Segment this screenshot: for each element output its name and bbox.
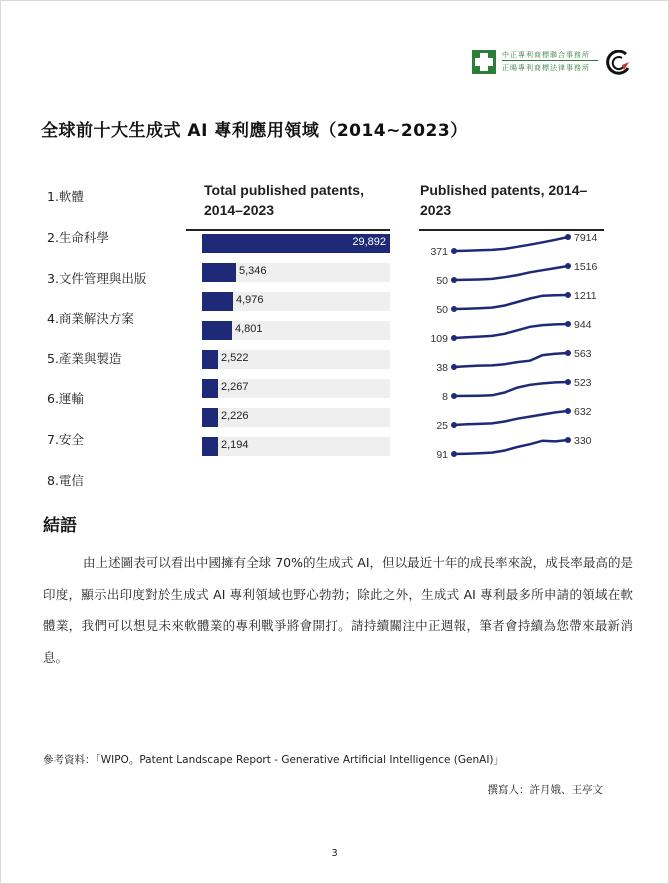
sparkline-endpoint — [565, 437, 571, 443]
category-label: 2.生命科學 — [47, 230, 109, 245]
conclusion-paragraph: 由上述圖表可以看出中國擁有全球 70%的生成式 AI，但以最近十年的成長率來說，成長率最高的是印度，顯示出印度對於生成式 AI 專利領域也野心勃勃；除此之外，生成式 AI 專利最多所申請的領域在軟體業，我們可以想見未來軟體業的專利戰爭將會開打。請持續關注中正週報，筆者會持續為您帶來最新消息。 — [43, 555, 633, 665]
bar-chart-header — [204, 180, 364, 220]
bar-value-label: 29,892 — [352, 236, 386, 248]
bar-value-label: 4,801 — [235, 323, 263, 335]
bar-header-line-1: Total published patents, — [204, 182, 364, 198]
sparkline-endpoint — [565, 379, 571, 385]
sparkline-endpoint — [451, 248, 457, 254]
sparkline-start-label: 25 — [436, 420, 448, 432]
bar-value-label: 4,976 — [236, 294, 264, 306]
sparkline-endpoint — [451, 393, 457, 399]
sparkline-end-label: 944 — [574, 319, 592, 331]
sparkline — [454, 411, 568, 425]
sparkline-end-label: 330 — [574, 435, 592, 447]
sparkline-endpoint — [451, 277, 457, 283]
sparkline — [454, 324, 568, 338]
sparkline — [454, 440, 568, 454]
bar-track — [202, 408, 390, 427]
bar-track — [202, 350, 390, 369]
sparkline-endpoint — [565, 350, 571, 356]
bar-track — [202, 437, 390, 456]
logo-firm-name-2: 正暘專利商標法律事務所 — [502, 64, 590, 72]
category-label: 1.軟體 — [47, 189, 84, 204]
sparkline-endpoint — [451, 364, 457, 370]
spark-header-line-1: Published patents, 2014– — [420, 182, 588, 198]
logo-divider — [502, 60, 598, 61]
reference-note: 參考資料：「WIPO。Patent Landscape Report - Generative Artificial Intelligence (GenAI)」 — [43, 754, 505, 766]
sparkline-start-label: 371 — [430, 246, 448, 258]
sparkline-endpoint — [451, 306, 457, 312]
firm-logo — [472, 50, 632, 76]
bar — [202, 437, 218, 456]
sparkline — [454, 295, 568, 309]
author-credit: 撰寫人：許月娥、王亭文 — [487, 784, 603, 796]
bar — [202, 292, 233, 311]
sparkline-chart — [420, 228, 610, 468]
bar-track — [202, 321, 390, 340]
sparkline-endpoint — [565, 408, 571, 414]
logo-firm-name-1: 中正專利商標聯合事務所 — [502, 51, 590, 59]
section-heading: 結語 — [43, 516, 77, 536]
category-label: 3.文件管理與出版 — [47, 271, 147, 286]
sparkline-end-label: 632 — [574, 406, 592, 418]
page-title: 全球前十大生成式 AI 專利應用領域（2014~2023） — [41, 121, 468, 141]
bar-value-label: 2,522 — [221, 352, 249, 364]
sparkline — [454, 266, 568, 280]
bar-track — [202, 234, 390, 253]
category-label: 4.商業解決方案 — [47, 311, 134, 326]
sparkline-endpoint — [565, 263, 571, 269]
sparkline-endpoint — [565, 321, 571, 327]
bar-header-line-2: 2014–2023 — [204, 202, 275, 218]
bar — [202, 263, 236, 282]
sparkline-end-label: 1211 — [574, 290, 597, 302]
spark-chart-header — [420, 180, 587, 220]
bar-value-label: 5,346 — [239, 265, 267, 277]
sparkline — [454, 237, 568, 251]
sparkline-start-label: 91 — [436, 449, 448, 461]
sparkline-endpoint — [451, 422, 457, 428]
bar-value-label: 2,194 — [221, 439, 249, 451]
bar-value-label: 2,267 — [221, 381, 249, 393]
sparkline-end-label: 563 — [574, 348, 592, 360]
category-label: 7.安全 — [47, 432, 84, 447]
spark-header-line-2: 2023 — [420, 202, 452, 218]
sparkline — [454, 382, 568, 396]
sparkline-endpoint — [451, 335, 457, 341]
sparkline-start-label: 109 — [430, 333, 448, 345]
page-number: 3 — [331, 848, 338, 859]
bar-track — [202, 263, 390, 282]
sparkline-start-label: 50 — [436, 304, 448, 316]
sparkline-end-label: 1516 — [574, 261, 598, 273]
logo-cross-icon — [472, 50, 496, 74]
sparkline-endpoint — [451, 451, 457, 457]
bar-track — [202, 379, 390, 398]
sparkline-start-label: 8 — [442, 391, 448, 403]
bar — [202, 379, 218, 398]
bar — [202, 350, 218, 369]
sparkline-start-label: 50 — [436, 275, 448, 287]
logo-swirl-icon — [604, 50, 630, 76]
sparkline-start-label: 38 — [436, 362, 448, 374]
sparkline-endpoint — [565, 292, 571, 298]
category-label: 6.運輸 — [47, 391, 84, 406]
sparkline-endpoint — [565, 234, 571, 240]
bar — [202, 408, 218, 427]
bar-track — [202, 292, 390, 311]
category-label: 5.產業與製造 — [47, 351, 122, 366]
sparkline — [454, 353, 568, 367]
bar-chart-top-rule — [186, 229, 390, 231]
bar-value-label: 2,226 — [221, 410, 249, 422]
category-label: 8.電信 — [47, 473, 84, 488]
sparkline-end-label: 7914 — [574, 232, 598, 244]
sparkline-end-label: 523 — [574, 377, 592, 389]
bar — [202, 321, 232, 340]
